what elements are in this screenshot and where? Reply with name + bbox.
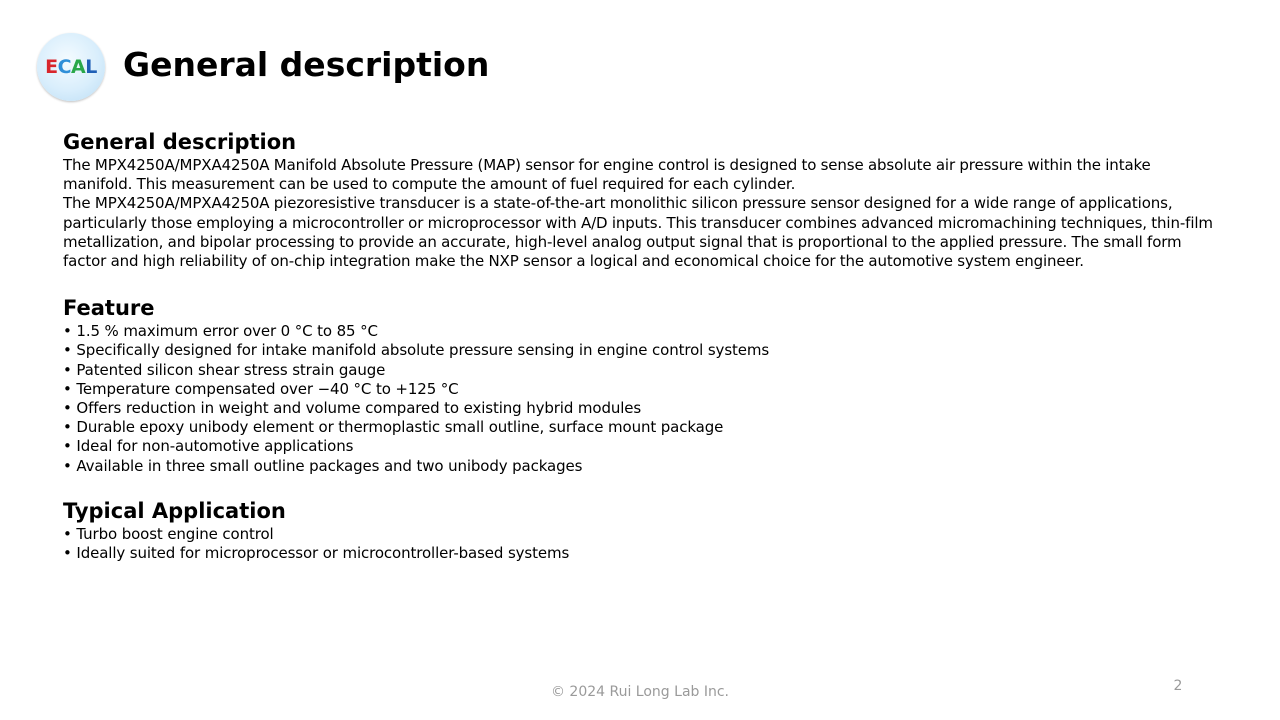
list-item: • Patented silicon shear stress strain gauge: [63, 361, 1223, 380]
page-number: 2: [1173, 678, 1183, 694]
general-description-heading: General description: [63, 130, 297, 154]
feature-list: [63, 322, 1223, 476]
logo-letter-a: A: [71, 55, 86, 78]
list-item: • Offers reduction in weight and volume compared to existing hybrid modules: [63, 399, 1223, 418]
page-title: General description: [123, 45, 490, 84]
list-item: • Ideally suited for microprocessor or microcontroller-based systems: [63, 544, 1223, 563]
logo-letter-e: E: [45, 55, 58, 78]
list-item: • Specifically designed for intake manifold absolute pressure sensing in engine control systems: [63, 341, 1223, 360]
general-paragraph-2: The MPX4250A/MPXA4250A piezoresistive transducer is a state-of-the-art monolithic silicon pressure sensor designed for a wide range of applications, particularly those employing a microcontroller or microprocessor with A/D inputs. This transducer combines advanced micromachining techniques, thin-film metallization, and bipolar processing to provide an accurate, high-level analog output signal that is proportional to the applied pressure. The small form factor and high reliability of on-chip integration make the NXP sensor a logical and economical choice for the automotive system engineer.: [63, 194, 1213, 271]
slide-content: [63, 128, 1223, 563]
feature-heading: Feature: [63, 296, 155, 321]
list-item: • Temperature compensated over −40 °C to +125 °C: [63, 380, 1223, 399]
list-item: • Durable epoxy unibody element or thermoplastic small outline, surface mount package: [63, 418, 1223, 437]
list-item: • 1.5 % maximum error over 0 °C to 85 °C: [63, 322, 1223, 341]
list-item: • Turbo boost engine control: [63, 525, 1223, 544]
application-list: [63, 525, 1223, 563]
general-paragraph-1: The MPX4250A/MPXA4250A Manifold Absolute Pressure (MAP) sensor for engine control is designed to sense absolute air pressure within the intake manifold. This measurement can be used to compute the amount of fuel required for each cylinder.: [63, 156, 1151, 194]
logo-letter-c: C: [57, 55, 72, 78]
list-item: • Ideal for non-automotive applications: [63, 437, 1223, 456]
logo-text: [45, 55, 97, 78]
logo-letter-l: L: [85, 55, 97, 78]
typical-application-heading: Typical Application: [63, 498, 286, 523]
ecal-logo: [37, 33, 105, 101]
copyright-footer: © 2024 Rui Long Lab Inc.: [550, 684, 730, 700]
list-item: • Available in three small outline packages and two unibody packages: [63, 457, 1223, 476]
